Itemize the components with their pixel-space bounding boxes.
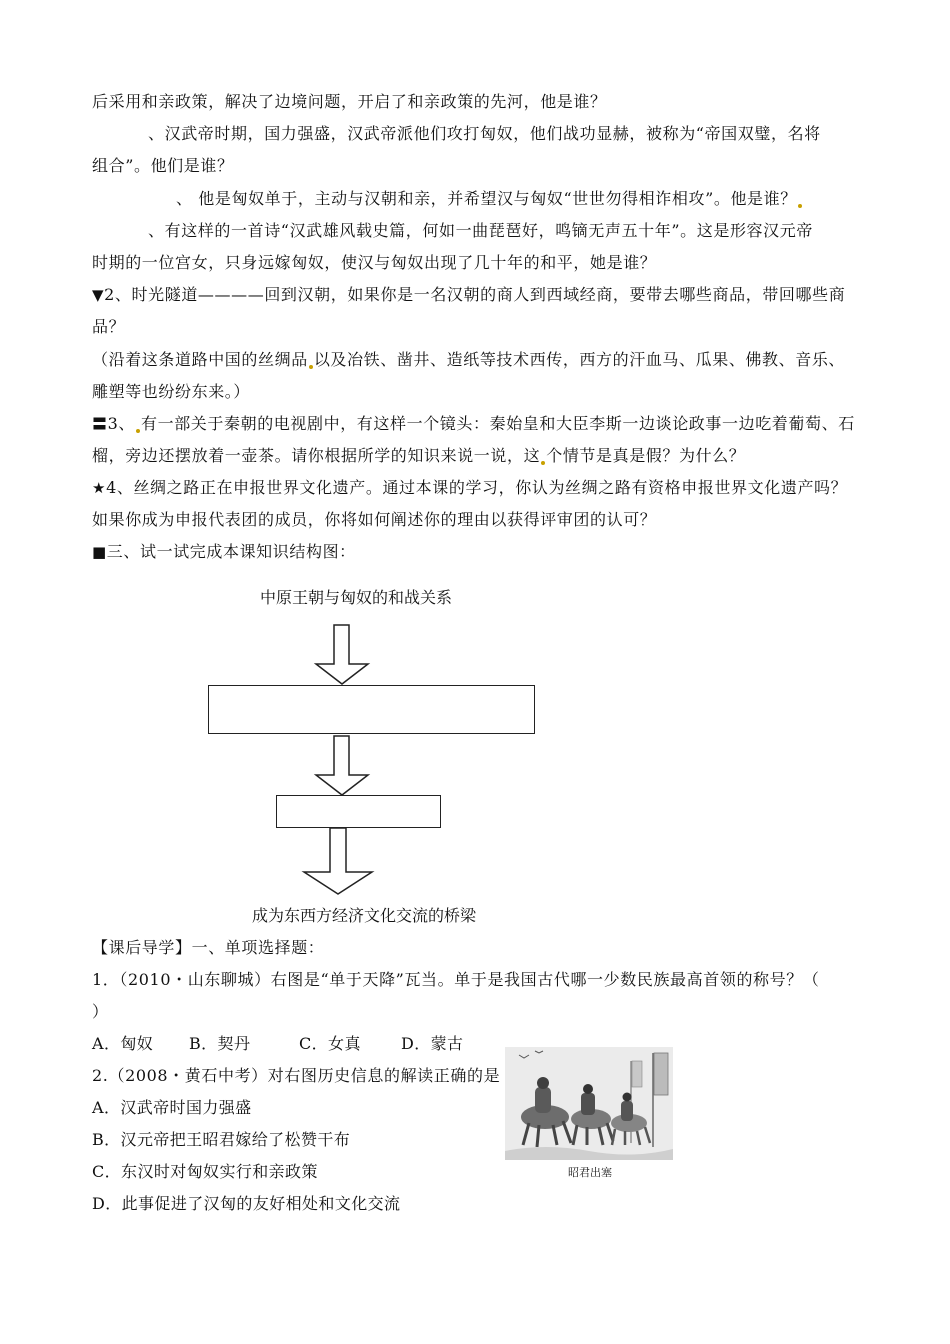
text-line: 榴，旁边还摆放着一壶茶。请你根据所学的知识来说一说，这 个情节是真是假？为什么？	[92, 446, 746, 465]
text-line: 如果你成为申报代表团的成员，你将如何阐述你的理由以获得评审团的认可？	[92, 510, 657, 529]
question-3: 〓3、 有一部关于秦朝的电视剧中，有这样一个镜头：秦始皇和大臣李斯一边谈论政事一边吃着葡萄、石	[92, 414, 855, 433]
note-line: （沿着这条道路中国的丝绸品 以及冶铁、凿井、造纸等技术西传，西方的汗血马、瓜果、佛教、音乐、	[92, 350, 846, 369]
zhaojun-illustration	[505, 1047, 673, 1160]
star-icon: ★	[92, 479, 107, 497]
diagram-top-label: 中原王朝与匈奴的和战关系	[260, 588, 453, 607]
diagram-blank-box[interactable]	[276, 795, 441, 828]
option-b[interactable]: B．汉元帝把王昭君嫁给了松赞干布	[92, 1130, 351, 1149]
diagram-blank-box[interactable]	[208, 685, 535, 734]
q1-options	[92, 1034, 464, 1054]
down-arrow-icon	[316, 736, 368, 795]
text-line: 、汉武帝时期，国力强盛，汉武帝派他们攻打匈奴，他们战功显赫，被称为“帝国双璧，名将	[148, 124, 821, 143]
question-text: 1．（2010・山东聊城）右图是“单于天降”瓦当。单于是我国古代哪一少数民族最高首领的称号？（	[92, 970, 820, 989]
text-line: 品？	[92, 317, 126, 336]
option-d[interactable]: D．此事促进了汉匈的友好相处和文化交流	[92, 1194, 401, 1213]
after-class-header: 【课后导学】一、单项选择题：	[92, 938, 325, 957]
question-text: ）	[92, 1002, 109, 1021]
option-a[interactable]: A．匈奴	[92, 1034, 154, 1053]
down-arrow-icon	[316, 625, 368, 684]
triangle-icon: ▼	[92, 286, 105, 304]
question-2: ▼2、时光隧道————回到汉朝，如果你是一名汉朝的商人到西域经商，要带去哪些商品，带回哪些商	[92, 285, 846, 304]
text-line: 、 他是匈奴单于，主动与汉朝和亲，并希望汉与匈奴“世世勿得相诈相攻”。他是谁？	[176, 189, 803, 209]
question-4: ★4、丝绸之路正在申报世界文化遗产。通过本课的学习，你认为丝绸之路有资格申报世界文化遗产吗？	[92, 478, 848, 497]
down-arrow-icon	[304, 828, 372, 894]
text-line: 组合”。他们是谁？	[92, 156, 234, 175]
option-d[interactable]: D．蒙古	[401, 1034, 464, 1053]
question-text: 2.（2008・黄石中考）对右图历史信息的解读正确的是	[92, 1066, 501, 1085]
note-line: 雕塑等也纷纷东来。）	[92, 382, 251, 401]
option-c[interactable]: C．东汉时对匈奴实行和亲政策	[92, 1162, 318, 1181]
text-line: 、有这样的一首诗“汉武雄风载史篇，何如一曲琵琶好，鸣镝无声五十年”。这是形容汉元帝	[148, 221, 813, 240]
option-c[interactable]: C．女真	[299, 1034, 361, 1053]
image-caption: 昭君出塞	[568, 1166, 612, 1179]
double-bar-icon: 〓	[92, 415, 108, 433]
text-line: 后采用和亲政策，解决了边境问题，开启了和亲政策的先河，他是谁？	[92, 92, 607, 111]
square-icon: ■	[92, 543, 107, 561]
option-a[interactable]: A．汉武帝时国力强盛	[92, 1098, 252, 1117]
text-line: 时期的一位宫女，只身远嫁匈奴，使汉与匈奴出现了几十年的和平，她是谁？	[92, 253, 657, 272]
diagram-bottom-label: 成为东西方经济文化交流的桥梁	[252, 906, 477, 925]
section-3-heading: ■三、试一试完成本课知识结构图：	[92, 542, 356, 561]
option-b[interactable]: B．契丹	[189, 1034, 251, 1053]
